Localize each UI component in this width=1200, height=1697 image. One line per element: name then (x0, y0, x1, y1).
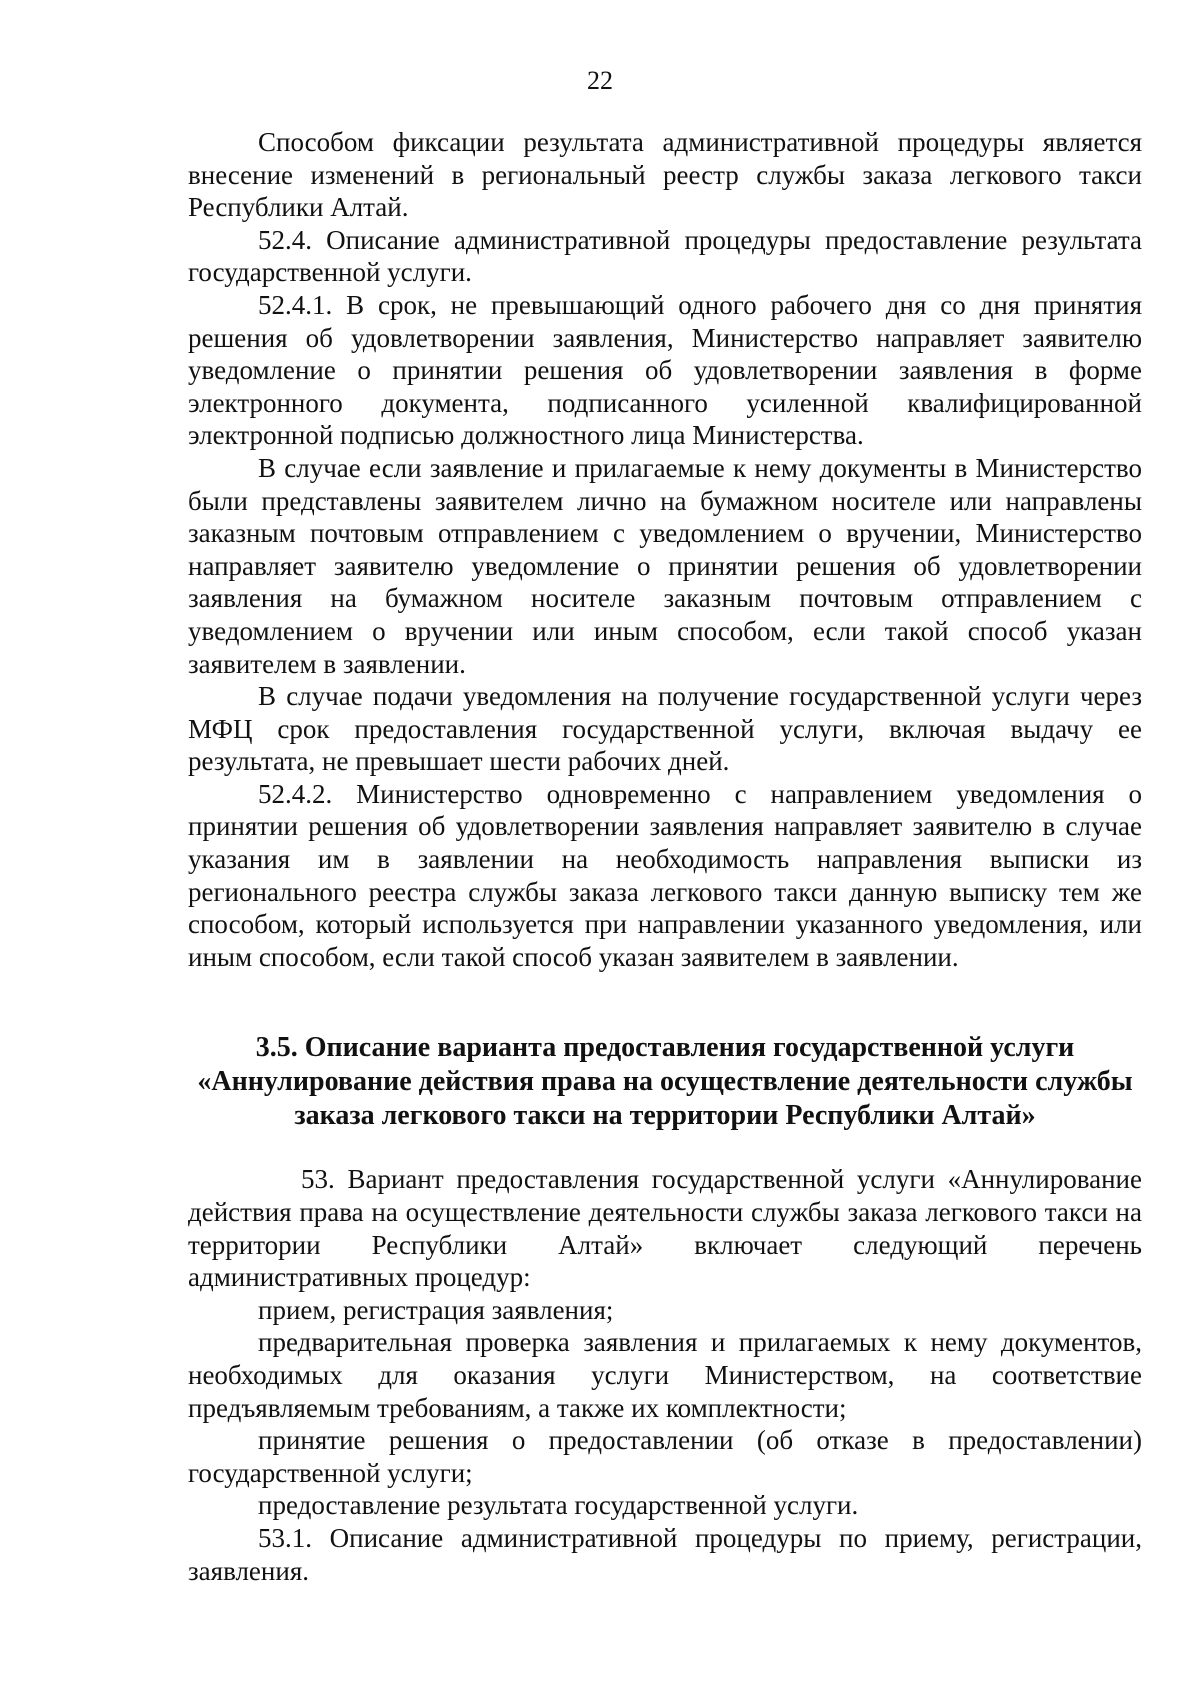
section-heading-line: «Аннулирование действия права на осуществление деятельности службы (197, 1066, 1133, 1098)
paragraph-52-4-2: 52.4.2. Министерство одновременно с направлением уведомления о принятии решения об удовлетворении заявления направляет заявителю в случае указания им в заявлении на необходимость направления выписки из регионального реестра службы заказа легкового такси данную выписку тем же способом, который используется при направлении указанного уведомления, или иным способом, если такой способ указан заявителем в заявлении. (188, 778, 1142, 972)
list-item-preliminary-check: предварительная проверка заявления и прилагаемых к нему документов, необходимых для оказания услуги Министерством, на соответствие предъявляемым требованиям, а также их комплектности; (188, 1327, 1142, 1423)
list-item-decision: принятие решения о предоставлении (об отказе в предоставлении) государственной услуги; (188, 1425, 1142, 1488)
paragraph-result-fixation: Способом фиксации результата административной процедуры является внесение изменений в региональный реестр службы заказа легкового такси Республики Алтай. (188, 127, 1142, 223)
paragraph-mfc-deadline: В случае подачи уведомления на получение государственной услуги через МФЦ срок предоставления государственной услуги, включая выдачу ее результата, не превышает шести рабочих дней. (188, 681, 1142, 777)
paragraph-53: 53. Вариант предоставления государственной услуги «Аннулирование действия права на осуществление деятельности службы заказа легкового такси на территории Республики Алтай» включает следующий перечень административных процедур: (188, 1164, 1142, 1293)
paragraph-53-1: 53.1. Описание административной процедуры по приему, регистрации, заявления. (188, 1522, 1142, 1586)
section-heading-line: заказа легкового такси на территории Республики Алтай» (294, 1100, 1036, 1132)
section-heading-3-5 (188, 1031, 1142, 1133)
page-number: 22 (587, 66, 613, 95)
section-heading-line: 3.5. Описание варианта предоставления государственной услуги (255, 1032, 1075, 1064)
document-body (188, 126, 1142, 1587)
paragraph-paper-submission: В случае если заявление и прилагаемые к нему документы в Министерство были представлены заявителем лично на бумажном носителе или направлены заказным почтовым отправлением с уведомлением о вручении, Министерство направляет заявителю уведомление о принятии решения об удовлетворении заявления на бумажном носителе заказным почтовым отправлением с уведомлением о вручении или иным способом, если такой способ указан заявителем в заявлении. (188, 452, 1142, 679)
paragraph-52-4: 52.4. Описание административной процедуры предоставление результата государственной услуги. (188, 224, 1142, 288)
list-item-result: предоставление результата государственной услуги. (258, 1490, 859, 1521)
list-item-reception: прием, регистрация заявления; (258, 1294, 614, 1325)
paragraph-52-4-1: 52.4.1. В срок, не превышающий одного рабочего дня со дня принятия решения об удовлетворении заявления, Министерство направляет заявителю уведомление о принятии решения об удовлетворении заявления в форме электронного документа, подписанного усиленной квалифицированной электронной подписью должностного лица Министерства. (188, 289, 1142, 451)
